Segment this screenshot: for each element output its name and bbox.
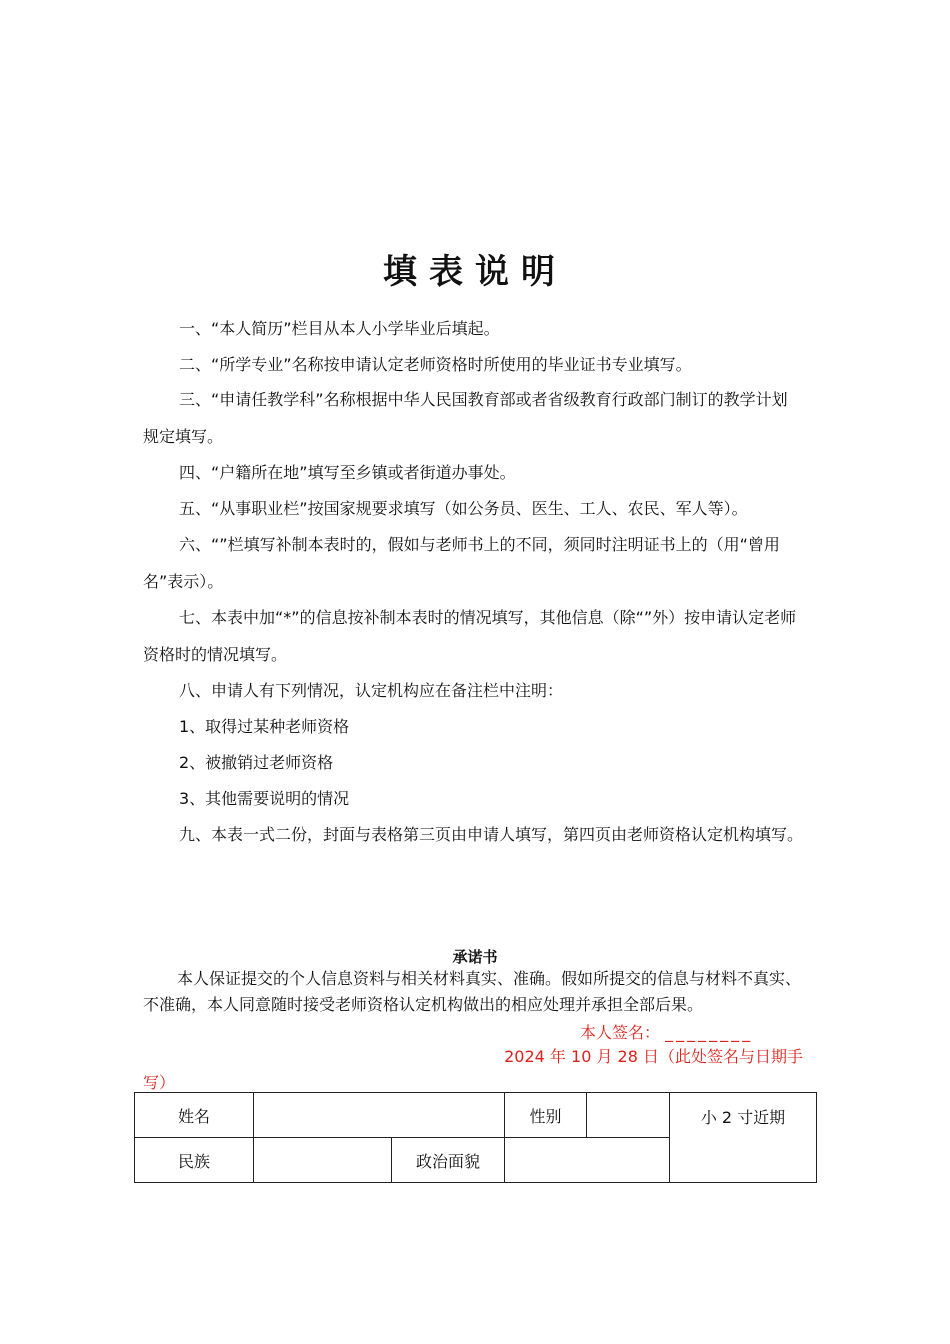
applicant-info-table: [134, 1092, 817, 1183]
signature-label: 本人签名：: [580, 1023, 661, 1042]
instruction-7: 七、本表中加“*”的信息按补制本表时的情况填写，其他信息（除“”外）按申请认定老师资格时的情况填写。: [143, 608, 797, 664]
pledge-body: 本人保证提交的个人信息资料与相关材料真实、准确。假如所提交的信息与材料不真实、不准确，本人同意随时接受老师资格认定机构做出的相应处理并承担全部后果。: [143, 969, 802, 1014]
instruction-8-item-3: 3、其他需要说明的情况: [179, 789, 350, 808]
name-label: 姓名: [135, 1093, 254, 1138]
pledge-title: 承诺书: [452, 948, 498, 966]
instruction-9: 九、本表一式二份，封面与表格第三页由申请人填写，第四页由老师资格认定机构填写。: [179, 825, 804, 844]
signature-line[interactable]: ________: [665, 1023, 754, 1042]
instruction-4: 四、“户籍所在地”填写至乡镇或者街道办事处。: [179, 463, 516, 482]
gender-field[interactable]: [587, 1093, 670, 1138]
political-status-label: 政治面貌: [392, 1138, 505, 1183]
instruction-6: 六、“”栏填写补制本表时的，假如与老师书上的不同，须同时注明证书上的（用“曾用名”表示）。: [143, 535, 780, 591]
date-line-tail: 写）: [143, 1073, 176, 1092]
photo-cell[interactable]: [670, 1093, 817, 1183]
gender-label: 性别: [505, 1093, 587, 1138]
date-line: 2024 年 10 月 28 日（此处签名与日期手: [504, 1047, 803, 1066]
instruction-1: 一、“本人简历”栏目从本人小学毕业后填起。: [179, 319, 500, 338]
instruction-8: 八、申请人有下列情况，认定机构应在备注栏中注明：: [179, 681, 564, 700]
ethnicity-label: 民族: [135, 1138, 254, 1183]
ethnicity-field[interactable]: [254, 1138, 392, 1183]
instruction-5: 五、“从事职业栏”按国家规要求填写（如公务员、医生、工人、农民、军人等）。: [179, 499, 748, 518]
name-field[interactable]: [254, 1093, 505, 1138]
instruction-3: 三、“申请任教学科”名称根据中华人民国教育部或者省级教育行政部门制订的教学计划规定填写。: [143, 390, 788, 446]
instruction-2: 二、“所学专业”名称按申请认定老师资格时所使用的毕业证书专业填写。: [179, 355, 692, 374]
signature-block: [580, 1020, 753, 1043]
photo-label: 小 2 寸近期: [700, 1108, 786, 1127]
instruction-8-item-2: 2、被撤销过老师资格: [179, 753, 334, 772]
political-status-field[interactable]: [505, 1138, 670, 1183]
page-title: 填表说明: [383, 252, 567, 292]
instruction-8-item-1: 1、取得过某种老师资格: [179, 717, 350, 736]
